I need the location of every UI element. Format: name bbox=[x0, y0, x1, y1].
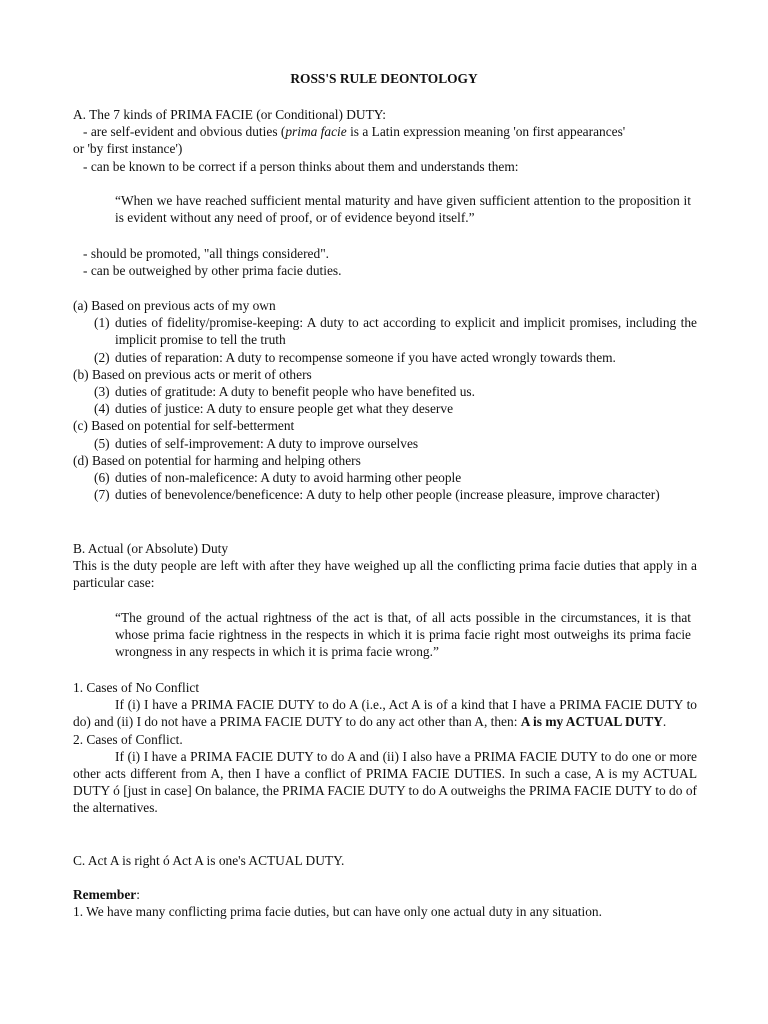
section-b bbox=[73, 540, 697, 592]
remember bbox=[73, 886, 697, 920]
group-c: (c) Based on potential for self-betterment bbox=[73, 418, 295, 434]
document-title: ROSS'S RULE DEONTOLOGY bbox=[290, 71, 478, 86]
group-a: (a) Based on previous acts of my own bbox=[73, 298, 276, 313]
duty-5: (5) duties of self-improvement: A duty to improve ourselves bbox=[94, 435, 419, 451]
duty-1: (1) duties of fidelity/promise-keeping: A duty to act according to explicit and implicit promises, including the implicit promise to tell the truth bbox=[94, 315, 697, 348]
duty-7: (7) duties of benevolence/beneficence: A duty to help other people (increase pleasure, improve character) bbox=[94, 487, 660, 503]
group-b: (b) Based on previous acts or merit of others bbox=[73, 366, 312, 382]
quote-1: “When we have reached sufficient mental maturity and have given sufficient attention to the proposition it is evident without any need of proof, or of evidence beyond itself.” bbox=[115, 193, 691, 226]
quote-2: “The ground of the actual rightness of the act is that, of all acts possible in the circumstances, it is that whose prima facie rightness in the respects in which it is prima facie right most outweighs its prima facie wrongness in any respects in which it is prima facie wrong.” bbox=[115, 610, 691, 660]
case-2-body: If (i) I have a PRIMA FACIE DUTY to do A and (ii) I also have a PRIMA FACIE DUTY to do one or more other acts different from A, then I have a conflict of PRIMA FACIE DUTIES. In such a case, A is my ACTUAL DUTY ó [just in case] On balance, the PRIMA FACIE DUTY to do A outweighs the PRIMA FACIE DUTY to do of the alternatives. bbox=[73, 748, 697, 816]
group-d: (d) Based on potential for harming and helping others bbox=[73, 452, 361, 468]
case-2-heading: 2. Cases of Conflict. bbox=[73, 731, 183, 747]
section-a-bullet-4: - can be outweighed by other prima facie duties. bbox=[83, 263, 342, 279]
section-a-bullet-1: - are self-evident and obvious duties (prima facie is a Latin expression meaning 'on first appearances' bbox=[83, 124, 626, 140]
remember-item-1: 1. We have many conflicting prima facie duties, but can have only one actual duty in any situation. bbox=[73, 904, 602, 920]
duty-4: (4) duties of justice: A duty to ensure people get what they deserve bbox=[94, 401, 454, 417]
cases bbox=[73, 679, 697, 817]
duty-6: (6) duties of non-maleficence: A duty to avoid harming other people bbox=[94, 470, 462, 486]
section-a-bullet-1-cont: or 'by first instance') bbox=[73, 141, 183, 157]
duties-list bbox=[73, 297, 697, 503]
case-1-heading: 1. Cases of No Conflict bbox=[73, 680, 200, 695]
duty-2: (2) duties of reparation: A duty to recompense someone if you have acted wrongly towards them. bbox=[94, 349, 616, 365]
section-b-heading: B. Actual (or Absolute) Duty bbox=[73, 541, 229, 556]
case-1-body: If (i) I have a PRIMA FACIE DUTY to do A (i.e., Act A is of a kind that I have a PRIMA FACIE DUTY to do) and (ii) I do not have a PRIMA FACIE DUTY to do any act other than A, then: A is my ACTUAL DUTY. bbox=[73, 697, 697, 730]
section-a bbox=[73, 106, 697, 175]
section-b-body: This is the duty people are left with after they have weighed up all the conflicting prima facie duties that apply in a particular case: bbox=[73, 558, 697, 591]
section-c bbox=[73, 852, 697, 869]
remember-heading: Remember: bbox=[73, 887, 140, 902]
section-c-text: C. Act A is right ó Act A is one's ACTUAL DUTY. bbox=[73, 853, 345, 868]
duty-3: (3) duties of gratitude: A duty to benefit people who have benefited us. bbox=[94, 384, 475, 400]
section-a-bullet-3: - should be promoted, "all things considered". bbox=[83, 246, 330, 261]
section-a-bullet-2: - can be known to be correct if a person thinks about them and understands them: bbox=[83, 158, 519, 174]
section-a-heading: A. The 7 kinds of PRIMA FACIE (or Conditional) DUTY: bbox=[73, 107, 386, 122]
section-a-more bbox=[73, 245, 697, 279]
